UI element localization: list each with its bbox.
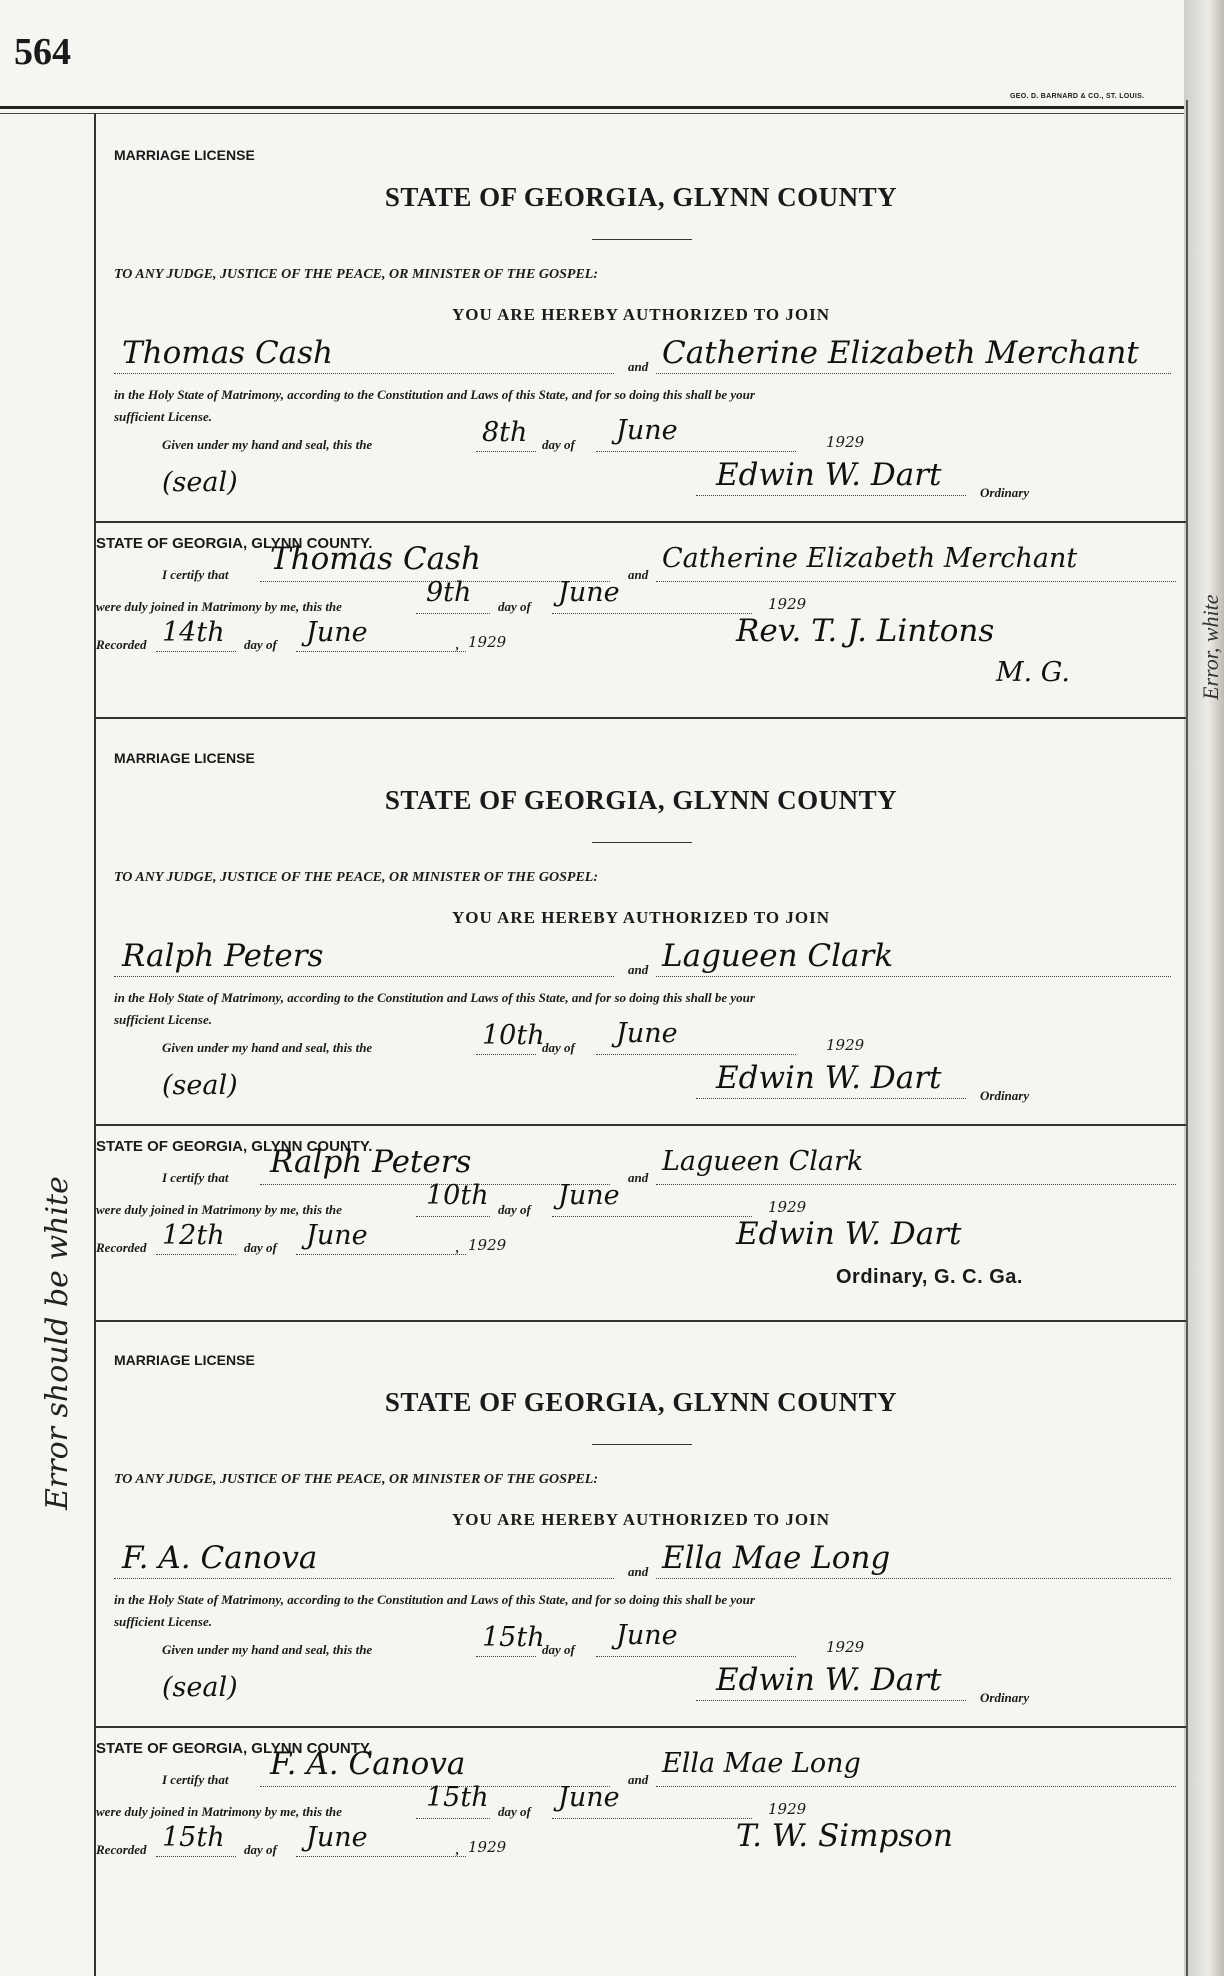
authorized-line: YOU ARE HEREBY AUTHORIZED TO JOIN <box>452 908 830 927</box>
and-label: and <box>628 359 649 374</box>
recorded-label: Recorded <box>96 1842 147 1857</box>
holy-state-text: in the Holy State of Matrimony, according to the Constitution and Laws of this State, and for so doing this shall be your <box>114 1592 755 1607</box>
ordinary-signature: Edwin W. Dart <box>716 1662 942 1698</box>
license-heading: STATE OF GEORGIA, GLYNN COUNTY <box>384 182 898 212</box>
officiant-signature: T. W. Simpson <box>736 1818 953 1854</box>
bride-line <box>656 1578 1171 1579</box>
printer-mark: GEO. D. BARNARD & CO., ST. LOUIS. <box>1010 93 1145 100</box>
married-month-line <box>552 1216 752 1217</box>
recorded-day: 14th <box>162 617 225 648</box>
recorded-day-line <box>156 651 236 652</box>
given-under-text: Given under my hand and seal, this the <box>162 1040 373 1055</box>
holy-state-text: in the Holy State of Matrimony, according to the Constitution and Laws of this State, and for so doing this shall be your <box>114 990 755 1005</box>
certificate-heading: STATE OF GEORGIA, GLYNN COUNTY. <box>96 1740 373 1757</box>
license-day-line <box>476 451 536 452</box>
license-day-line <box>476 1054 536 1055</box>
recorded-year: 1929 <box>468 1838 507 1856</box>
groom-line <box>114 1578 614 1579</box>
page-number: 564 <box>14 31 71 73</box>
header-rule <box>0 106 1184 109</box>
married-month: June <box>558 577 620 608</box>
officiant-signature: Edwin W. Dart <box>736 1216 962 1252</box>
sufficient-text: sufficient License. <box>114 1614 212 1629</box>
were-joined-text: were duly joined in Matrimony by me, this the <box>96 1202 342 1217</box>
cert-bride-name: Catherine Elizabeth Merchant <box>662 543 1078 574</box>
certificate-heading: STATE OF GEORGIA, GLYNN COUNTY. <box>96 535 373 552</box>
i-certify-text: I certify that <box>162 1170 229 1185</box>
heading-rule <box>592 1444 692 1445</box>
ordinary-label: Ordinary <box>980 1690 1030 1705</box>
married-month-line <box>552 613 752 614</box>
recorded-month-line <box>296 651 466 652</box>
right-margin-rule <box>1186 100 1188 1976</box>
day-of-label: day of <box>542 437 575 452</box>
seal: (seal) <box>162 467 238 498</box>
cert-bride-line <box>656 1184 1176 1185</box>
ordinary-label: Ordinary <box>980 485 1030 500</box>
sufficient-text: sufficient License. <box>114 409 212 424</box>
license-entry <box>96 117 1186 721</box>
bride-name: Catherine Elizabeth Merchant <box>662 335 1139 371</box>
recorded-year: 1929 <box>468 1236 507 1254</box>
married-year: 1929 <box>768 1800 807 1818</box>
ordinary-signature: Edwin W. Dart <box>716 1060 942 1096</box>
license-year: 1929 <box>826 1638 865 1656</box>
section-divider <box>96 1124 1186 1126</box>
groom-line <box>114 373 614 374</box>
day-of-label: day of <box>244 1240 277 1255</box>
groom-name: Thomas Cash <box>122 335 334 371</box>
license-label: MARRIAGE LICENSE <box>114 147 255 163</box>
license-month-line <box>596 1054 796 1055</box>
section-divider <box>96 521 1186 523</box>
entry-divider <box>96 717 1186 719</box>
license-day-line <box>476 1656 536 1657</box>
groom-line <box>114 976 614 977</box>
given-under-text: Given under my hand and seal, this the <box>162 437 373 452</box>
license-day: 8th <box>482 417 528 448</box>
recorded-label: Recorded <box>96 637 147 652</box>
and-label: and <box>628 1772 649 1787</box>
license-label: MARRIAGE LICENSE <box>114 1352 255 1368</box>
and-label: and <box>628 962 649 977</box>
recorded-month-line <box>296 1254 466 1255</box>
recorded-month: June <box>306 1822 368 1853</box>
license-month: June <box>616 1620 678 1651</box>
license-heading: STATE OF GEORGIA, GLYNN COUNTY <box>384 785 898 815</box>
i-certify-text: I certify that <box>162 1772 229 1787</box>
married-month-line <box>552 1818 752 1819</box>
license-month-line <box>596 451 796 452</box>
married-day-line <box>416 613 490 614</box>
were-joined-text: were duly joined in Matrimony by me, this the <box>96 599 342 614</box>
to-any-line: TO ANY JUDGE, JUSTICE OF THE PEACE, OR MINISTER OF THE GOSPEL: <box>114 267 598 282</box>
margin-note: Error should be white <box>40 1176 75 1510</box>
license-day: 15th <box>482 1622 545 1653</box>
cert-bride-name: Lagueen Clark <box>662 1146 864 1177</box>
day-of-label: day of <box>244 1842 277 1857</box>
ordinary-line <box>696 495 966 496</box>
married-year: 1929 <box>768 1198 807 1216</box>
comma: , <box>456 637 460 652</box>
bride-name: Ella Mae Long <box>662 1540 891 1576</box>
bride-line <box>656 976 1171 977</box>
cert-groom-name: Ralph Peters <box>270 1144 472 1180</box>
ordinary-line <box>696 1098 966 1099</box>
given-under-text: Given under my hand and seal, this the <box>162 1642 373 1657</box>
recorded-day-line <box>156 1254 236 1255</box>
day-of-label: day of <box>498 1804 531 1819</box>
cert-groom-name: F. A. Canova <box>270 1746 466 1782</box>
officiant-title: M. G. <box>996 657 1070 688</box>
and-label: and <box>628 1170 649 1185</box>
license-month: June <box>616 415 678 446</box>
seal: (seal) <box>162 1672 238 1703</box>
recorded-month: June <box>306 1220 368 1251</box>
license-year: 1929 <box>826 1036 865 1054</box>
groom-name: Ralph Peters <box>122 938 324 974</box>
recorded-label: Recorded <box>96 1240 147 1255</box>
header-rule-thin <box>0 113 1184 114</box>
recorded-day: 15th <box>162 1822 225 1853</box>
officiant-signature: Rev. T. J. Lintons <box>736 613 995 649</box>
ordinary-label: Ordinary <box>980 1088 1030 1103</box>
license-entry <box>96 720 1186 1324</box>
day-of-label: day of <box>542 1642 575 1657</box>
comma: , <box>456 1842 460 1857</box>
sufficient-text: sufficient License. <box>114 1012 212 1027</box>
seal: (seal) <box>162 1070 238 1101</box>
recorded-month-line <box>296 1856 466 1857</box>
authorized-line: YOU ARE HEREBY AUTHORIZED TO JOIN <box>452 305 830 324</box>
recorded-day: 12th <box>162 1220 225 1251</box>
i-certify-text: I certify that <box>162 567 229 582</box>
license-month-line <box>596 1656 796 1657</box>
recorded-month: June <box>306 617 368 648</box>
certificate-heading: STATE OF GEORGIA, GLYNN COUNTY. <box>96 1138 373 1155</box>
authorized-line: YOU ARE HEREBY AUTHORIZED TO JOIN <box>452 1510 830 1529</box>
day-of-label: day of <box>244 637 277 652</box>
married-year: 1929 <box>768 595 807 613</box>
to-any-line: TO ANY JUDGE, JUSTICE OF THE PEACE, OR MINISTER OF THE GOSPEL: <box>114 870 598 885</box>
license-label: MARRIAGE LICENSE <box>114 750 255 766</box>
holy-state-text: in the Holy State of Matrimony, according to the Constitution and Laws of this State, and for so doing this shall be your <box>114 387 755 402</box>
cert-bride-line <box>656 581 1176 582</box>
married-day: 15th <box>426 1782 489 1813</box>
married-day-line <box>416 1818 490 1819</box>
bride-line <box>656 373 1171 374</box>
heading-rule <box>592 239 692 240</box>
section-divider <box>96 1726 1186 1728</box>
ordinary-signature: Edwin W. Dart <box>716 457 942 493</box>
married-day: 9th <box>426 577 472 608</box>
day-of-label: day of <box>498 599 531 614</box>
cert-bride-name: Ella Mae Long <box>662 1748 861 1779</box>
license-month: June <box>616 1018 678 1049</box>
license-day: 10th <box>482 1020 545 1051</box>
license-entry <box>96 1322 1186 1926</box>
married-month: June <box>558 1180 620 1211</box>
married-day: 10th <box>426 1180 489 1211</box>
married-day-line <box>416 1216 490 1217</box>
day-of-label: day of <box>542 1040 575 1055</box>
and-label: and <box>628 1564 649 1579</box>
page-edge <box>1184 0 1224 1976</box>
recorded-day-line <box>156 1856 236 1857</box>
day-of-label: day of <box>498 1202 531 1217</box>
were-joined-text: were duly joined in Matrimony by me, this the <box>96 1804 342 1819</box>
recorded-year: 1929 <box>468 633 507 651</box>
and-label: and <box>628 567 649 582</box>
ordinary-line <box>696 1700 966 1701</box>
right-margin-note: Error, white <box>1198 594 1223 700</box>
married-month: June <box>558 1782 620 1813</box>
license-year: 1929 <box>826 433 865 451</box>
to-any-line: TO ANY JUDGE, JUSTICE OF THE PEACE, OR MINISTER OF THE GOSPEL: <box>114 1472 598 1487</box>
heading-rule <box>592 842 692 843</box>
cert-bride-line <box>656 1786 1176 1787</box>
bride-name: Lagueen Clark <box>662 938 894 974</box>
ordinary-stamp: Ordinary, G. C. Ga. <box>836 1266 1023 1288</box>
license-heading: STATE OF GEORGIA, GLYNN COUNTY <box>384 1387 898 1417</box>
comma: , <box>456 1240 460 1255</box>
groom-name: F. A. Canova <box>122 1540 318 1576</box>
cert-groom-name: Thomas Cash <box>270 541 482 577</box>
